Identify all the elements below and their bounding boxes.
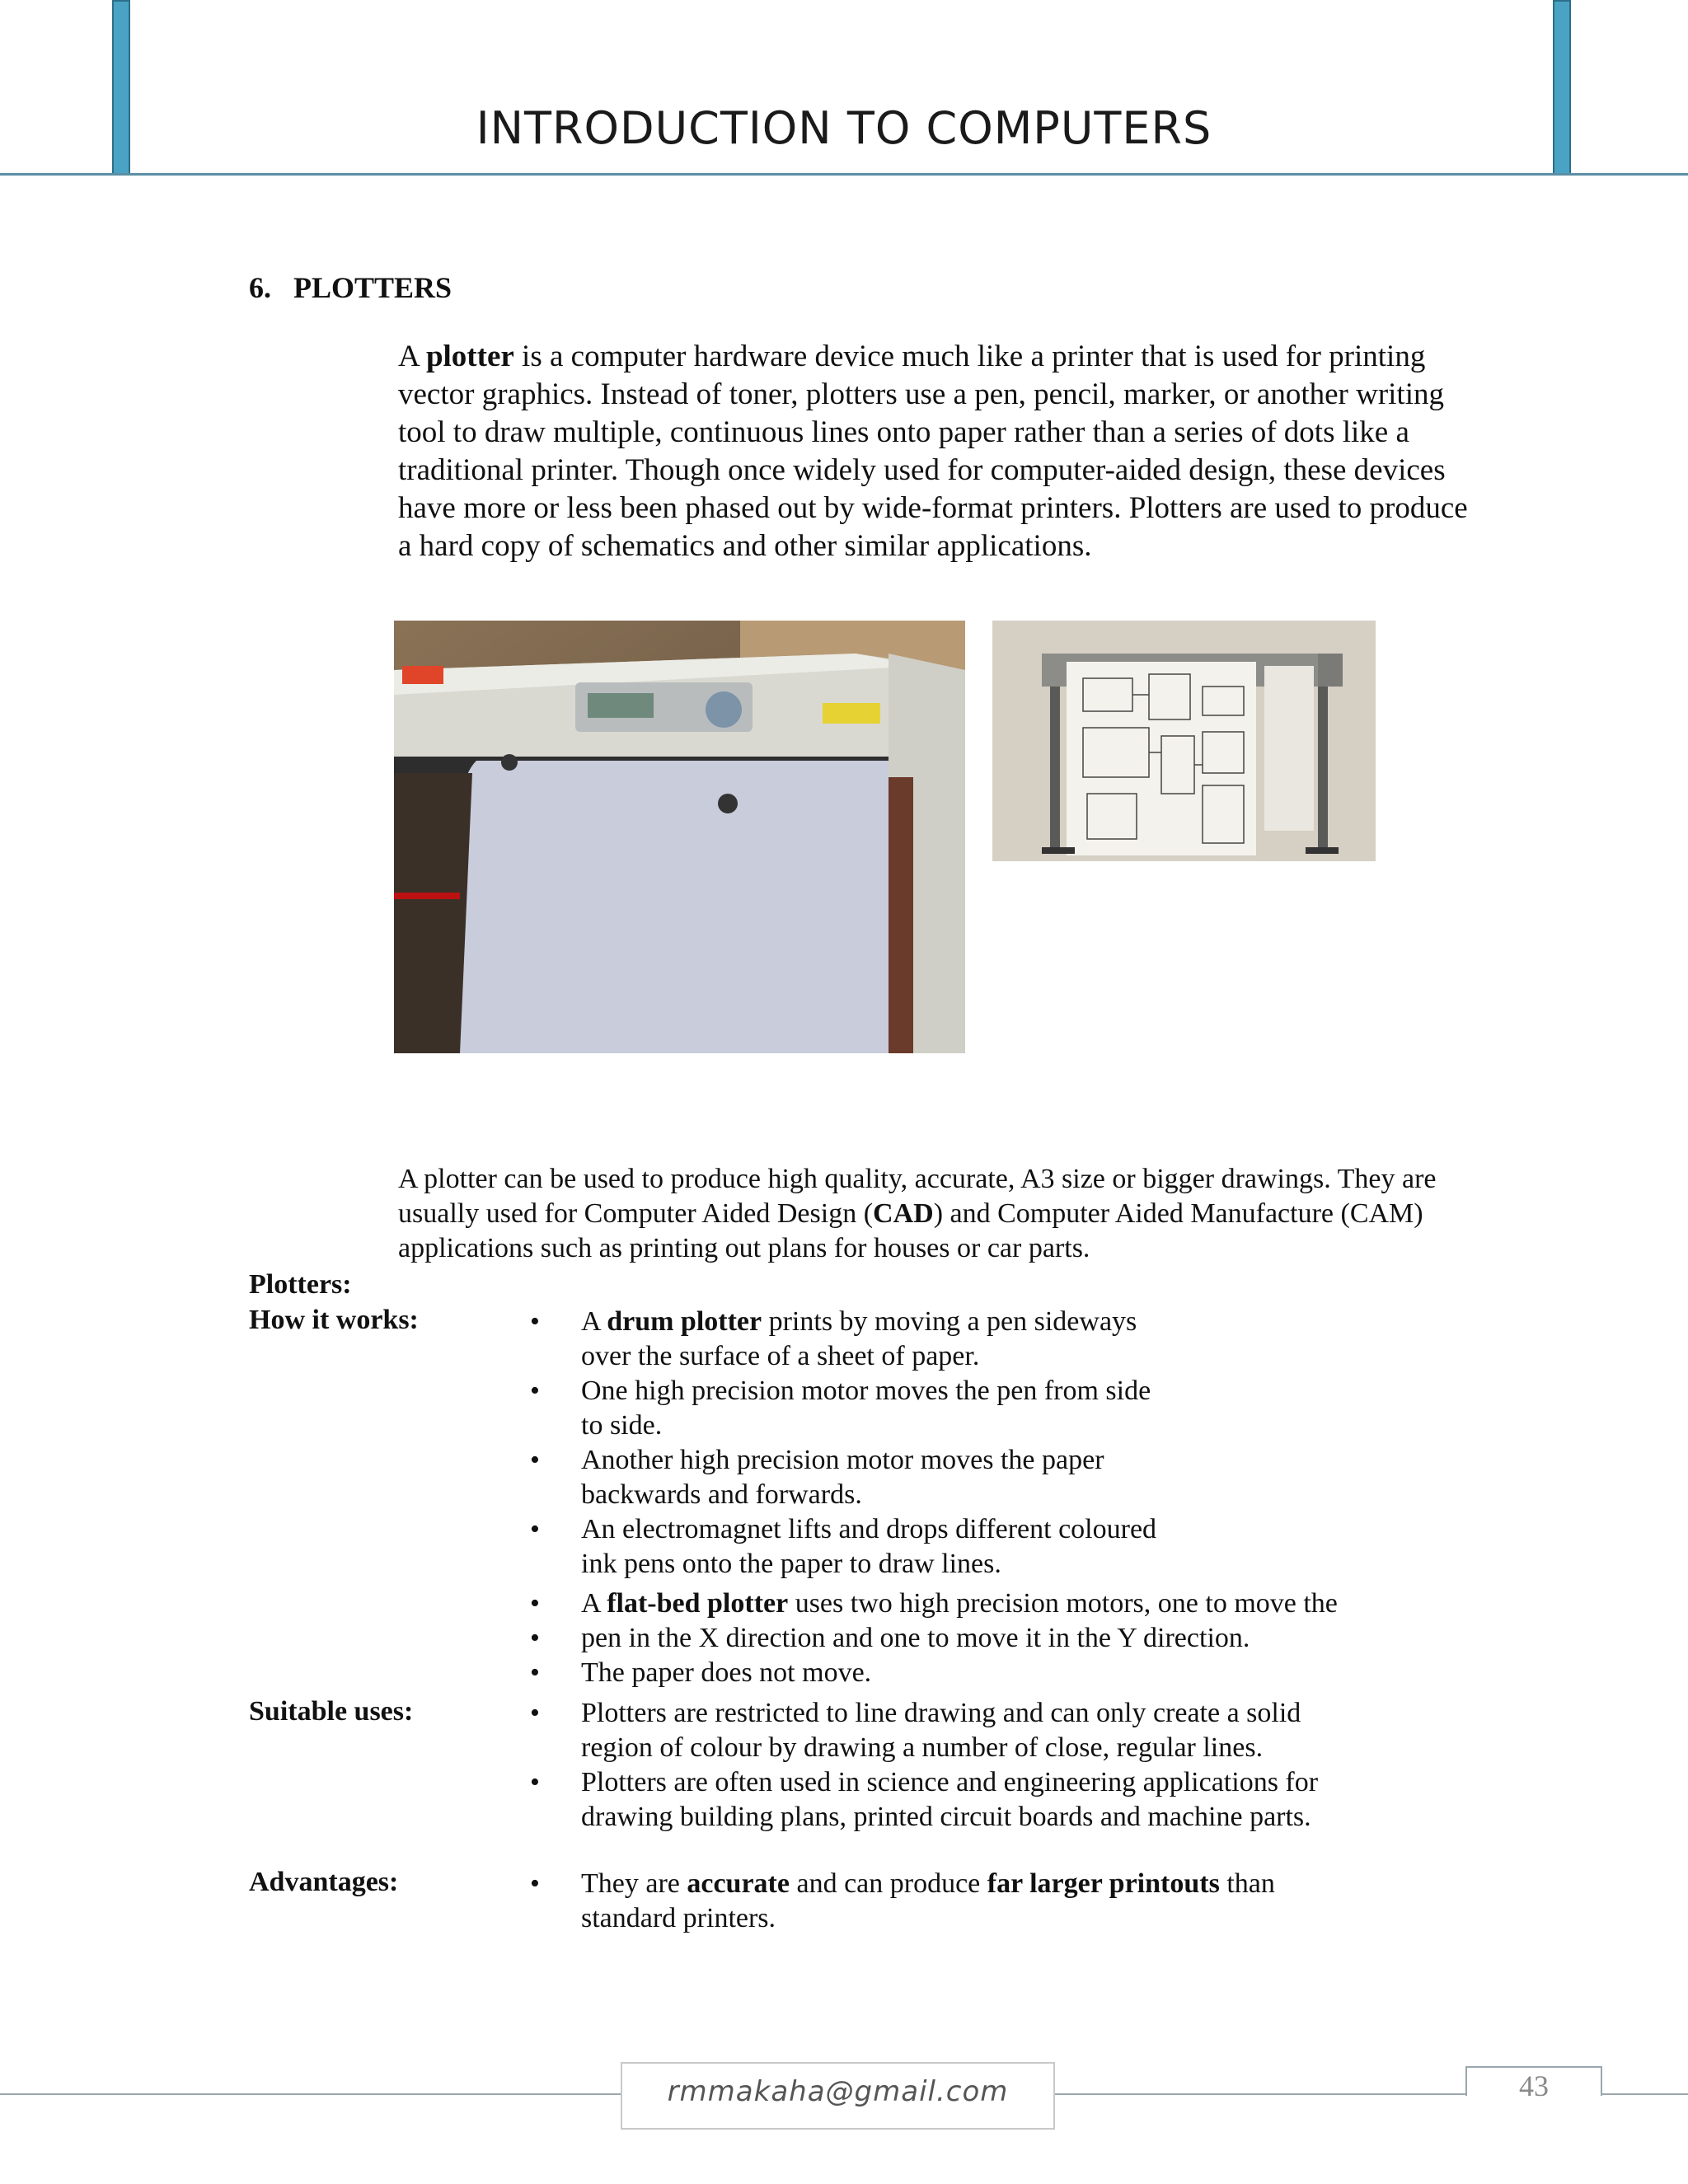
footer-rule-middle xyxy=(1055,2093,1465,2095)
drum-plotter-image xyxy=(992,621,1376,861)
header-rule xyxy=(0,173,1688,176)
adv-a1-term-accurate: accurate xyxy=(687,1868,790,1899)
plotters-label: Plotters: xyxy=(249,1269,352,1300)
footer-email: rmmakaha@gmail.com xyxy=(667,2075,1009,2108)
bullet-icon: • xyxy=(530,1514,540,1544)
intro-rest: is a computer hardware device much like a printer that is used for printing vector graphics. Instead of toner, plotters use a pen, pencil, marker, or another writing tool to draw multiple, continuous lines onto paper rather than a series of dots like a traditional printer. Though once widely used for computer-aided design, these devices have more or less been phased out by wide-format printers. Plotters are used to produce a hard copy of schematics and other similar applications. xyxy=(398,340,1468,563)
how-b4-line1: An electromagnet lifts and drops different coloured xyxy=(581,1514,1157,1544)
uses-u2-line2: drawing building plans, printed circuit boards and machine parts. xyxy=(581,1802,1311,1832)
how-b1-post: prints by moving a pen sideways xyxy=(762,1306,1137,1337)
bullet-icon: • xyxy=(530,1767,540,1797)
how-b1-line2: over the surface of a sheet of paper. xyxy=(581,1341,980,1371)
how-b2-line1: One high precision motor moves the pen from side xyxy=(581,1376,1151,1406)
how-b4-line2: ink pens onto the paper to draw lines. xyxy=(581,1549,1001,1579)
footer-rule-right xyxy=(1602,2093,1688,2095)
plotter-usage-paragraph xyxy=(398,1162,1486,1266)
bullet-icon: • xyxy=(530,1657,540,1688)
intro-lead: A xyxy=(398,340,426,373)
advantages-label: Advantages: xyxy=(249,1867,399,1897)
bullet-icon: • xyxy=(530,1445,540,1475)
adv-a1-term-larger: far larger printouts xyxy=(987,1868,1220,1899)
uses-u2-line1: Plotters are often used in science and engineering applications for xyxy=(581,1767,1319,1797)
para2-after: ) and Computer Aided Manufacture (CAM) applications such as printing out plans for houses or car parts. xyxy=(398,1198,1423,1263)
section-heading: 6. PLOTTERS xyxy=(249,271,452,304)
bullet-icon: • xyxy=(530,1868,540,1899)
how-b5-term: flat-bed plotter xyxy=(607,1588,789,1619)
uses-u1-line1: Plotters are restricted to line drawing and can only create a solid xyxy=(581,1698,1301,1728)
page-header-title: INTRODUCTION TO COMPUTERS xyxy=(476,102,1212,154)
how-b5-post: uses two high precision motors, one to move the xyxy=(788,1588,1338,1619)
how-b6-text: pen in the X direction and one to move it in the Y direction. xyxy=(581,1623,1250,1653)
bullet-icon: • xyxy=(530,1306,540,1337)
how-b3-line2: backwards and forwards. xyxy=(581,1479,862,1510)
intro-term-plotter: plotter xyxy=(425,340,514,373)
cutting-plotter-illustration xyxy=(394,621,965,1053)
para2-before: A plotter can be used to produce high quality, accurate, A3 size or bigger drawings. They are usually used for Computer Aided Design ( xyxy=(398,1164,1437,1229)
how-b1-pre: A xyxy=(581,1306,607,1337)
page-number: 43 xyxy=(1519,2069,1549,2102)
para2-cad: CAD xyxy=(873,1198,934,1229)
drum-plotter-illustration xyxy=(992,621,1376,861)
adv-a1-pre: They are xyxy=(581,1868,687,1899)
adv-a1-post: than xyxy=(1219,1868,1275,1899)
bullet-icon: • xyxy=(530,1623,540,1653)
uses-u1-line2: region of colour by drawing a number of close, regular lines. xyxy=(581,1732,1264,1763)
bullet-icon: • xyxy=(530,1588,540,1619)
how-b3-line1: Another high precision motor moves the paper xyxy=(581,1445,1104,1475)
intro-paragraph xyxy=(398,338,1470,565)
bullet-icon: • xyxy=(530,1376,540,1406)
adv-a1-mid: and can produce xyxy=(789,1868,987,1899)
footer-rule-left xyxy=(0,2093,621,2095)
how-b2-line2: to side. xyxy=(581,1410,663,1441)
bullet-icon: • xyxy=(530,1698,540,1728)
how-it-works-label: How it works: xyxy=(249,1305,419,1335)
how-b7-text: The paper does not move. xyxy=(581,1657,872,1688)
suitable-uses-label: Suitable uses: xyxy=(249,1696,414,1727)
how-b5-pre: A xyxy=(581,1588,607,1619)
how-b1-term: drum plotter xyxy=(607,1306,762,1337)
adv-a1-line2: standard printers. xyxy=(581,1903,776,1933)
cutting-plotter-image xyxy=(394,621,965,1053)
